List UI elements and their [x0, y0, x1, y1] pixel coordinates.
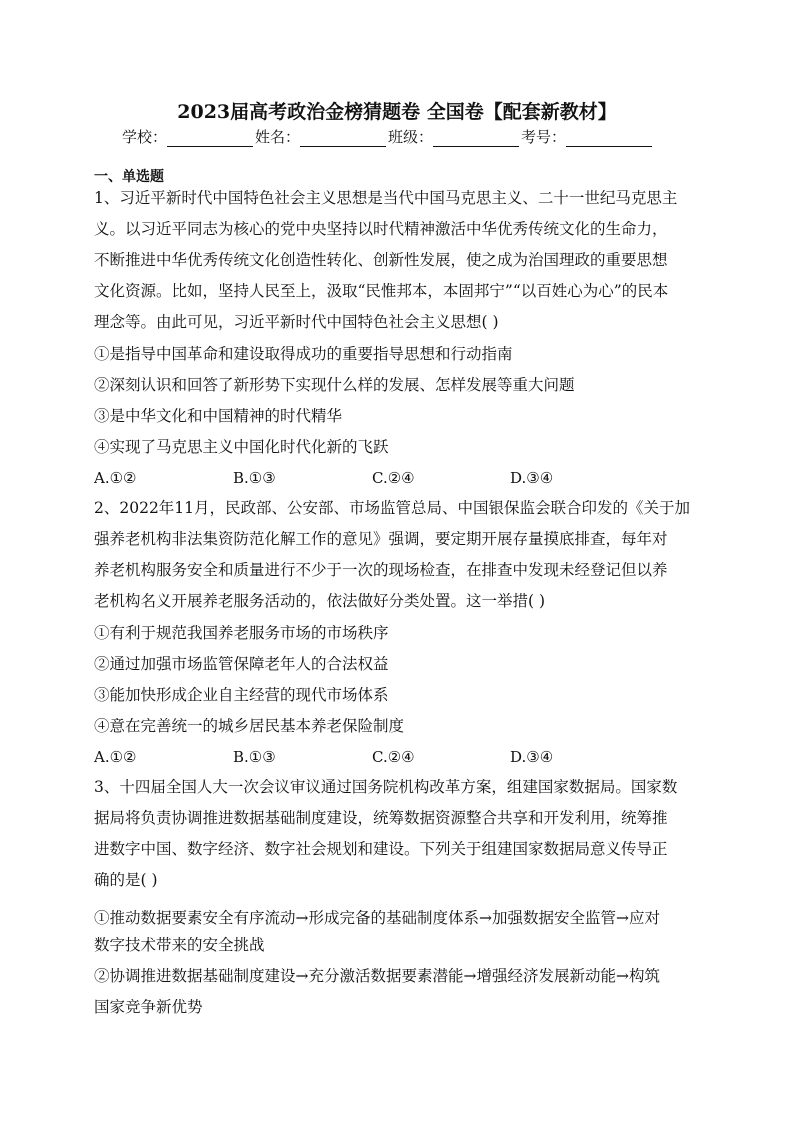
option-c[interactable]: C.②④ [372, 469, 415, 487]
class-label: 班级： [388, 128, 434, 146]
statement-2: ②深刻认识和回答了新形势下实现什么样的发展、怎样发展等重大问题 [94, 376, 575, 394]
option-a[interactable]: A.①② [94, 469, 137, 487]
text-line: 3、十四届全国人大一次会议审议通过国务院机构改革方案，组建国家数据局。国家数 [94, 778, 678, 796]
text-line: 据局将负责协调推进数据基础制度建设，统筹数据资源整合共享和开发利用，统筹推 [94, 809, 668, 827]
statement-4: ④意在完善统一的城乡居民基本养老保险制度 [94, 717, 405, 735]
student-info-line [122, 126, 654, 147]
text-line: 1、习近平新时代中国特色社会主义思想是当代中国马克思主义、二十一世纪马克思主 [94, 189, 678, 207]
statement-1-continued: 数字技术带来的安全挑战 [94, 936, 265, 954]
class-field[interactable] [433, 130, 519, 147]
school-field[interactable] [167, 130, 253, 147]
school-label: 学校： [122, 128, 168, 146]
text-line: 理念等。由此可见，习近平新时代中国特色社会主义思想( ) [94, 313, 499, 331]
statement-4: ④实现了马克思主义中国化时代化新的飞跃 [94, 438, 389, 456]
statement-1: ①是指导中国革命和建设取得成功的重要指导思想和行动指南 [94, 345, 513, 363]
option-b[interactable]: B.①③ [233, 469, 276, 487]
statement-3: ③是中华文化和中国精神的时代精华 [94, 407, 343, 425]
name-label: 姓名： [255, 128, 301, 146]
text-line: 义。以习近平同志为核心的党中央坚持以时代精神激活中华优秀传统文化的生命力， [94, 220, 668, 238]
statement-2: ②协调推进数据基础制度建设→充分激活数据要素潜能→增强经济发展新动能→构筑 [94, 967, 660, 985]
text-line: 不断推进中华优秀传统文化创造性转化、创新性发展，使之成为治国理政的重要思想 [94, 251, 668, 269]
text-line: 养老机构服务安全和质量进行不少于一次的现场检查，在排查中发现未经登记但以养 [94, 561, 668, 579]
exam-number-label: 考号： [521, 128, 567, 146]
statement-1: ①有利于规范我国养老服务市场的市场秩序 [94, 624, 389, 642]
text-line: 确的是( ) [94, 871, 158, 889]
page-title: 2023届高考政治金榜猜题卷 全国卷【配套新教材】 [177, 101, 617, 123]
option-c[interactable]: C.②④ [372, 748, 415, 766]
option-b[interactable]: B.①③ [233, 748, 276, 766]
text-line: 进数字中国、数字经济、数字社会规划和建设。下列关于组建国家数据局意义传导正 [94, 840, 668, 858]
statement-2: ②通过加强市场监管保障老年人的合法权益 [94, 655, 389, 673]
name-field[interactable] [300, 130, 386, 147]
section-heading: 一、单选题 [94, 169, 164, 185]
statement-1: ①推动数据要素安全有序流动→形成完备的基础制度体系→加强数据安全监管→应对 [94, 909, 660, 927]
text-line: 老机构名义开展养老服务活动的，依法做好分类处置。这一举措( ) [94, 592, 546, 610]
text-line: 文化资源。比如，坚持人民至上，汲取“民惟邦本，本固邦宁”“以百姓心为心”的民本 [94, 282, 669, 300]
text-line: 强养老机构非法集资防范化解工作的意见》强调，要定期开展存量摸底排查，每年对 [94, 530, 668, 548]
option-d[interactable]: D.③④ [510, 748, 554, 766]
text-line: 2、2022年11月，民政部、公安部、市场监管总局、中国银保监会联合印发的《关于加 [94, 499, 691, 517]
exam-number-field[interactable] [566, 130, 652, 147]
option-d[interactable]: D.③④ [510, 469, 554, 487]
option-a[interactable]: A.①② [94, 748, 137, 766]
statement-2-continued: 国家竞争新优势 [94, 998, 203, 1016]
statement-3: ③能加快形成企业自主经营的现代市场体系 [94, 686, 389, 704]
